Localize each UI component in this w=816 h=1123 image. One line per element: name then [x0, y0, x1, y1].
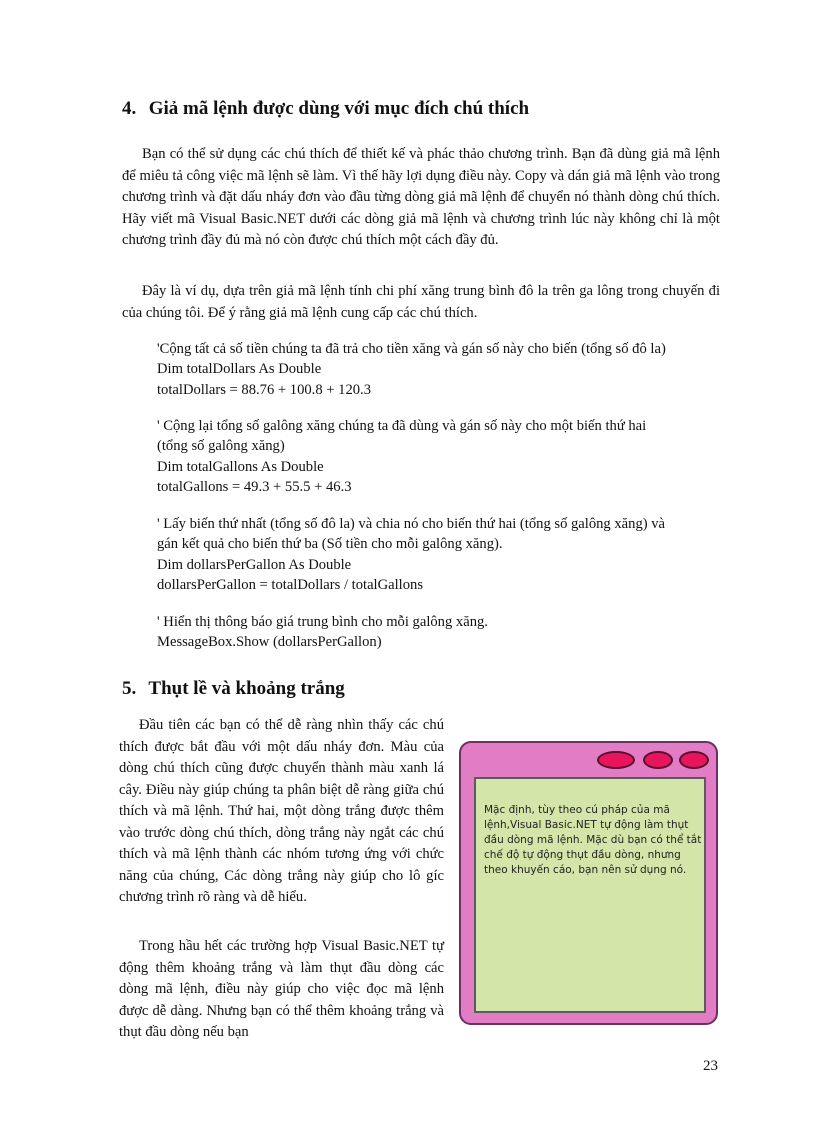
code-comment-line: ' Lấy biến thứ nhất (tổng số đô la) và chia nó cho biến thứ hai (tổng số galông xăng) và [157, 516, 666, 532]
code-line: Dim dollarsPerGallon As Double [157, 556, 352, 573]
section-5-paragraph-2: Trong hầu hết các trường hợp Visual Basic.NET tự động thêm khoảng trắng và làm thụt đầu dòng các dòng mã lệnh, điều này giúp cho việc đọc mã lệnh được dễ dàng. Nhưng bạn có thể thêm khoảng trắng và thụt đầu dòng nếu bạn [119, 938, 444, 1040]
code-block-4 [157, 612, 727, 653]
code-comment-line: (tổng số galông xăng) [157, 438, 285, 455]
window-button-dot [679, 751, 709, 769]
note-window [459, 741, 718, 1025]
code-line: totalGallons = 49.3 + 55.5 + 46.3 [157, 479, 352, 496]
section-4-paragraph-1: Bạn có thể sử dụng các chú thích để thiết kế và phác thảo chương trình. Bạn đã dùng giả mã lệnh để miêu tả công việc mã lệnh sẽ làm. Vì thế hãy lợi dụng điều này. Copy và dán giả mã lệnh vào trong chương trình và đặt dấu nháy đơn vào đầu từng dòng giả mã lệnh để chuyển nó thành dòng chú thích. Hãy viết mã Visual Basic.NET dưới các dòng giả mã lệnh và chương trình lúc này không chỉ là một chương trình đầy đủ mà nó còn được chú thích một cách đầy đủ. [122, 146, 720, 249]
code-line: dollarsPerGallon = totalDollars / totalGallons [157, 577, 424, 594]
code-block-2 [157, 416, 727, 498]
section-5-number: 5. [122, 678, 137, 699]
code-line: totalDollars = 88.76 + 100.8 + 120.3 [157, 381, 371, 398]
code-comment-line: 'Cộng tất cả số tiền chúng ta đã trả cho tiền xăng và gán số này cho biến (tổng số đô la) [157, 341, 666, 357]
window-button-dot [597, 751, 635, 769]
section-4-heading [122, 98, 529, 120]
code-block-1 [157, 339, 727, 400]
code-line: Dim totalGallons As Double [157, 458, 324, 475]
section-5-heading [122, 678, 345, 700]
section-4-title: Giả mã lệnh được dùng với mục đích chú thích [148, 98, 530, 119]
section-4-paragraph-2: Đây là ví dụ, dựa trên giả mã lệnh tính chi phí xăng trung bình đô la trên ga lông trong chuyến đi của chúng tôi. Để ý rằng giả mã lệnh cung cấp các chú thích. [122, 283, 720, 321]
code-comment-line: ' Cộng lại tổng số galông xăng chúng ta đã dùng và gán số này cho một biến thứ hai [157, 418, 647, 434]
section-5-paragraph-1: Đầu tiên các bạn có thể dễ ràng nhìn thấy các chú thích được bắt đầu với một dấu nháy đơn. Màu của dòng chú thích cũng được chuyển thành màu xanh lá cây. Điều này giúp chúng ta phân biệt dễ ràng giữa chú thích và mã lệnh. Thứ hai, một dòng trắng được thêm vào trước dòng chú thích, dòng trắng này ngắt các chú thích và mã lệnh thành các nhóm tương ứng với chức năng của chúng, Các dòng trắng này giúp cho lô gíc chương trình rõ ràng và dễ hiểu. [119, 717, 444, 905]
note-text: Mặc định, tùy theo cú pháp của mã lệnh,Visual Basic.NET tự động làm thụt đầu dòng mã lệnh. Mặc dù bạn có thể tắt chế độ tự động thụt đầu dòng, nhưng theo khuyến cáo, bạn nên sử dụng nó. [484, 804, 702, 876]
code-comment-line: ' Hiển thị thông báo giá trung bình cho mỗi galông xăng. [157, 614, 488, 630]
page-number: 23 [703, 1058, 718, 1074]
note-body [474, 777, 706, 1013]
window-button-dot [643, 751, 673, 769]
code-line: MessageBox.Show (dollarsPerGallon) [157, 634, 382, 651]
code-block-3 [157, 514, 727, 596]
section-4-number: 4. [122, 98, 137, 119]
code-comment-line: gán kết quả cho biến thứ ba (Số tiền cho mỗi galông xăng). [157, 536, 503, 553]
section-5-title: Thụt lề và khoảng trắng [148, 678, 345, 699]
code-line: Dim totalDollars As Double [157, 361, 322, 378]
